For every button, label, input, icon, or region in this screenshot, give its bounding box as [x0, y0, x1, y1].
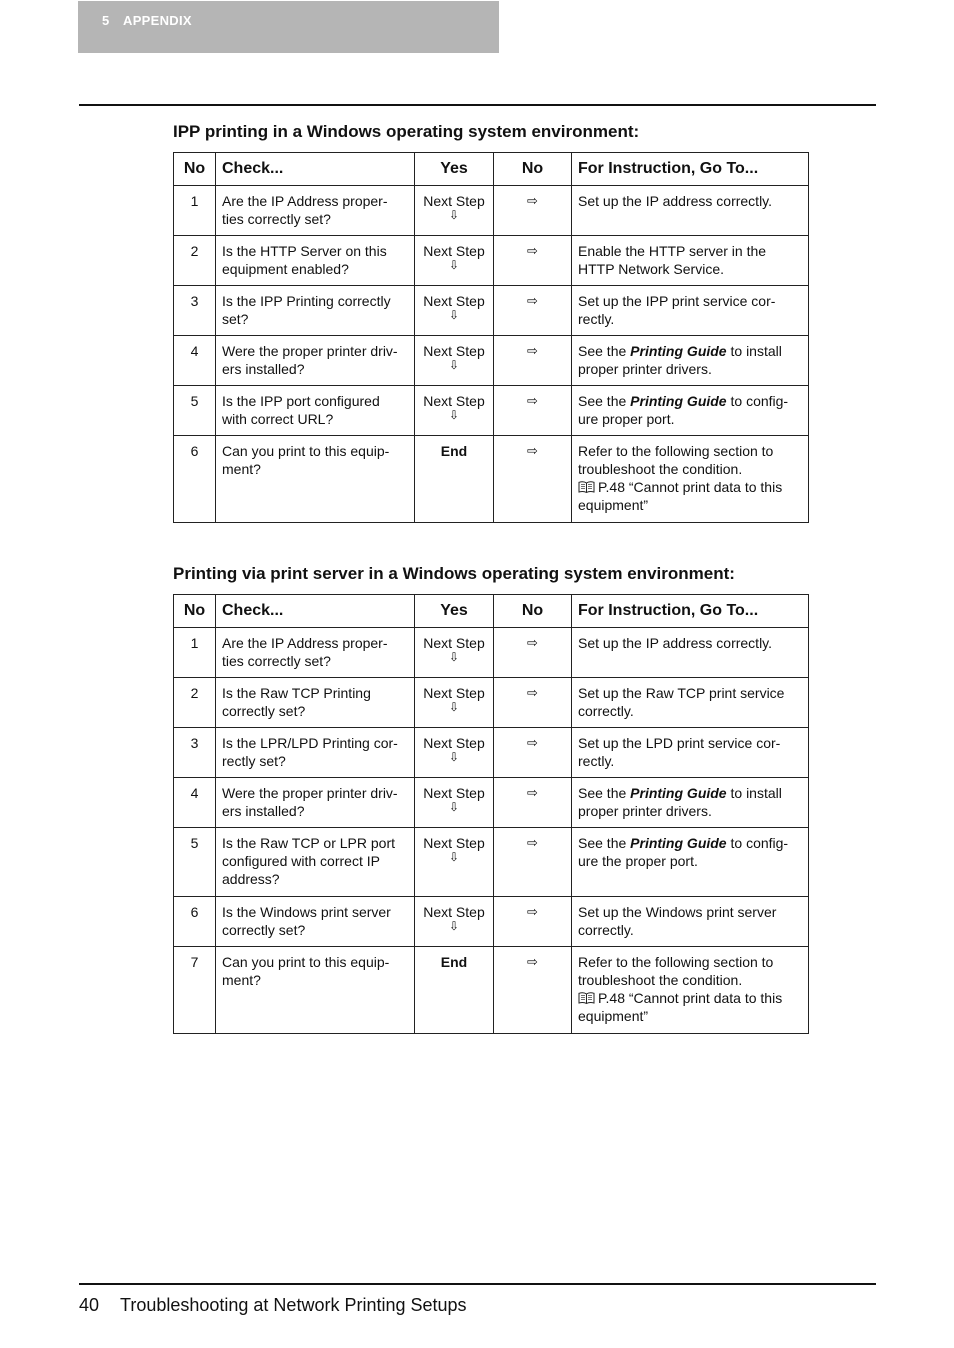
col-header-yes: Yes: [415, 153, 494, 186]
yes-result: [415, 286, 494, 336]
down-arrow-icon: ⇩: [448, 358, 460, 372]
down-arrow-icon: ⇩: [448, 800, 460, 814]
check-question: Can you print to this equip-ment?: [216, 436, 415, 523]
no-result: [494, 947, 572, 1034]
table-row: [174, 336, 809, 386]
header-row: [174, 595, 809, 628]
check-question: Is the Raw TCP or LPR port configured with correct IP address?: [216, 828, 415, 897]
row-number: 5: [174, 828, 216, 897]
print-server-checklist-table: [173, 594, 809, 1034]
check-question: Is the Windows print server correctly set?: [216, 897, 415, 947]
no-result: [494, 386, 572, 436]
yes-result-label: End: [440, 954, 468, 970]
yes-result: [415, 728, 494, 778]
row-number: 6: [174, 897, 216, 947]
right-arrow-icon: ⇨: [527, 343, 538, 358]
instruction-text: See the: [578, 343, 631, 359]
row-number: 3: [174, 286, 216, 336]
instruction-text: Set up the LPD print service cor-rectly.: [578, 735, 781, 769]
right-arrow-icon: ⇨: [527, 635, 538, 650]
no-result: [494, 336, 572, 386]
no-result: [494, 678, 572, 728]
row-number: 2: [174, 236, 216, 286]
yes-result: [415, 386, 494, 436]
table-row: [174, 897, 809, 947]
guide-name: Printing Guide: [630, 835, 727, 851]
guide-name: Printing Guide: [630, 393, 727, 409]
table-row: [174, 828, 809, 897]
instruction-cell: [572, 778, 809, 828]
no-result: [494, 778, 572, 828]
no-result: [494, 186, 572, 236]
yes-result-label: Next Step: [423, 193, 485, 209]
instruction-cell: [572, 186, 809, 236]
instruction-text: Refer to the following section to troubleshoot the condition.: [578, 954, 774, 988]
yes-result: [415, 336, 494, 386]
instruction-text: Set up the Raw TCP print service correctly.: [578, 685, 785, 719]
section-title-ipp: IPP printing in a Windows operating system environment:: [173, 122, 640, 141]
no-result: [494, 728, 572, 778]
guide-name: Printing Guide: [630, 785, 727, 801]
row-number: 4: [174, 336, 216, 386]
down-arrow-icon: ⇩: [448, 650, 460, 664]
row-number: 2: [174, 678, 216, 728]
yes-result-label: Next Step: [423, 393, 485, 409]
table-row: [174, 947, 809, 1034]
check-question: Is the Raw TCP Printing correctly set?: [216, 678, 415, 728]
yes-result: [415, 628, 494, 678]
right-arrow-icon: ⇨: [527, 954, 538, 969]
yes-result-label: Next Step: [423, 243, 485, 259]
yes-result: [415, 778, 494, 828]
table-row: [174, 236, 809, 286]
instruction-cell: [572, 828, 809, 897]
header-row: [174, 153, 809, 186]
yes-result: [415, 897, 494, 947]
no-result: [494, 897, 572, 947]
col-header-no-result: No: [494, 153, 572, 186]
yes-result-label: Next Step: [423, 835, 485, 851]
right-arrow-icon: ⇨: [527, 193, 538, 208]
check-question: Is the HTTP Server on this equipment enabled?: [216, 236, 415, 286]
table-row: [174, 778, 809, 828]
right-arrow-icon: ⇨: [527, 293, 538, 308]
check-question: Is the LPR/LPD Printing cor-rectly set?: [216, 728, 415, 778]
yes-result-label: Next Step: [423, 785, 485, 801]
row-number: 6: [174, 436, 216, 523]
top-divider: [79, 104, 876, 106]
instruction-cell: [572, 286, 809, 336]
yes-result-label: Next Step: [423, 635, 485, 651]
instruction-cell: [572, 947, 809, 1034]
row-number: 5: [174, 386, 216, 436]
check-question: Were the proper printer driv-ers installed?: [216, 336, 415, 386]
instruction-cell: [572, 678, 809, 728]
yes-result-label: Next Step: [423, 685, 485, 701]
instruction-cell: [572, 436, 809, 523]
check-question: Are the IP Address proper-ties correctly set?: [216, 186, 415, 236]
yes-result-label: Next Step: [423, 343, 485, 359]
row-number: 3: [174, 728, 216, 778]
down-arrow-icon: ⇩: [448, 308, 460, 322]
instruction-cell: [572, 628, 809, 678]
instruction-cell: [572, 236, 809, 286]
check-question: Are the IP Address proper-ties correctly set?: [216, 628, 415, 678]
col-header-instruction: For Instruction, Go To...: [572, 595, 809, 628]
instruction-text: to install proper printer drivers.: [578, 785, 782, 819]
instruction-text: to install proper printer drivers.: [578, 343, 782, 377]
col-header-check: Check...: [216, 153, 415, 186]
guide-name: Printing Guide: [630, 343, 727, 359]
right-arrow-icon: ⇨: [527, 443, 538, 458]
no-result: [494, 436, 572, 523]
instruction-text: to config-ure proper port.: [578, 393, 789, 427]
yes-result: [415, 236, 494, 286]
col-header-instruction: For Instruction, Go To...: [572, 153, 809, 186]
instruction-text: Set up the Windows print server correctly.: [578, 904, 777, 938]
right-arrow-icon: ⇨: [527, 785, 538, 800]
yes-result: [415, 947, 494, 1034]
right-arrow-icon: ⇨: [527, 243, 538, 258]
table-row: [174, 628, 809, 678]
yes-result: [415, 186, 494, 236]
no-result: [494, 286, 572, 336]
down-arrow-icon: ⇩: [448, 258, 460, 272]
no-result: [494, 236, 572, 286]
down-arrow-icon: ⇩: [448, 208, 460, 222]
instruction-cell: [572, 728, 809, 778]
no-result: [494, 628, 572, 678]
right-arrow-icon: ⇨: [527, 393, 538, 408]
chapter-header-tab: [78, 1, 499, 53]
check-question: Is the IPP Printing correctly set?: [216, 286, 415, 336]
yes-result-label: Next Step: [423, 904, 485, 920]
no-result: [494, 828, 572, 897]
table-row: [174, 436, 809, 523]
instruction-cell: [572, 386, 809, 436]
check-question: Can you print to this equip-ment?: [216, 947, 415, 1034]
page-number: 40: [79, 1295, 100, 1315]
right-arrow-icon: ⇨: [527, 904, 538, 919]
down-arrow-icon: ⇩: [448, 850, 460, 864]
instruction-text: Set up the IPP print service cor-rectly.: [578, 293, 776, 327]
down-arrow-icon: ⇩: [448, 919, 460, 933]
instruction-text: Enable the HTTP server in the HTTP Network Service.: [578, 243, 767, 277]
table-row: [174, 286, 809, 336]
col-header-no-result: No: [494, 595, 572, 628]
col-header-no: No: [174, 595, 216, 628]
book-icon: [578, 479, 595, 491]
down-arrow-icon: ⇩: [448, 700, 460, 714]
table-row: [174, 728, 809, 778]
page-reference: P.48 “Cannot print data to this equipment”: [578, 990, 783, 1024]
down-arrow-icon: ⇩: [448, 408, 460, 422]
check-question: Is the IPP port configured with correct URL?: [216, 386, 415, 436]
bottom-divider: [79, 1283, 876, 1285]
instruction-text: Set up the IP address correctly.: [578, 193, 773, 209]
col-header-check: Check...: [216, 595, 415, 628]
chapter-number: 5: [102, 13, 110, 28]
instruction-text: See the: [578, 835, 631, 851]
instruction-text: See the: [578, 393, 631, 409]
right-arrow-icon: ⇨: [527, 685, 538, 700]
row-number: 7: [174, 947, 216, 1034]
row-number: 4: [174, 778, 216, 828]
ipp-checklist-table: [173, 152, 809, 523]
section-title-print-server: Printing via print server in a Windows operating system environment:: [173, 564, 735, 583]
page-reference: P.48 “Cannot print data to this equipment”: [578, 479, 783, 513]
chapter-section-label: APPENDIX: [123, 13, 192, 28]
col-header-no: No: [174, 153, 216, 186]
yes-result: [415, 828, 494, 897]
row-number: 1: [174, 628, 216, 678]
col-header-yes: Yes: [415, 595, 494, 628]
instruction-cell: [572, 336, 809, 386]
check-question: Were the proper printer driv-ers installed?: [216, 778, 415, 828]
instruction-text: to config-ure the proper port.: [578, 835, 789, 869]
yes-result-label: End: [440, 443, 468, 459]
yes-result: [415, 436, 494, 523]
instruction-text: Set up the IP address correctly.: [578, 635, 773, 651]
book-icon: [578, 990, 595, 1002]
yes-result: [415, 678, 494, 728]
table-row: [174, 678, 809, 728]
instruction-text: See the: [578, 785, 631, 801]
right-arrow-icon: ⇨: [527, 835, 538, 850]
down-arrow-icon: ⇩: [448, 750, 460, 764]
table-row: [174, 386, 809, 436]
right-arrow-icon: ⇨: [527, 735, 538, 750]
row-number: 1: [174, 186, 216, 236]
instruction-text: Refer to the following section to troubleshoot the condition.: [578, 443, 774, 477]
footer-title: Troubleshooting at Network Printing Setups: [120, 1295, 467, 1315]
yes-result-label: Next Step: [423, 735, 485, 751]
instruction-cell: [572, 897, 809, 947]
yes-result-label: Next Step: [423, 293, 485, 309]
table-row: [174, 186, 809, 236]
